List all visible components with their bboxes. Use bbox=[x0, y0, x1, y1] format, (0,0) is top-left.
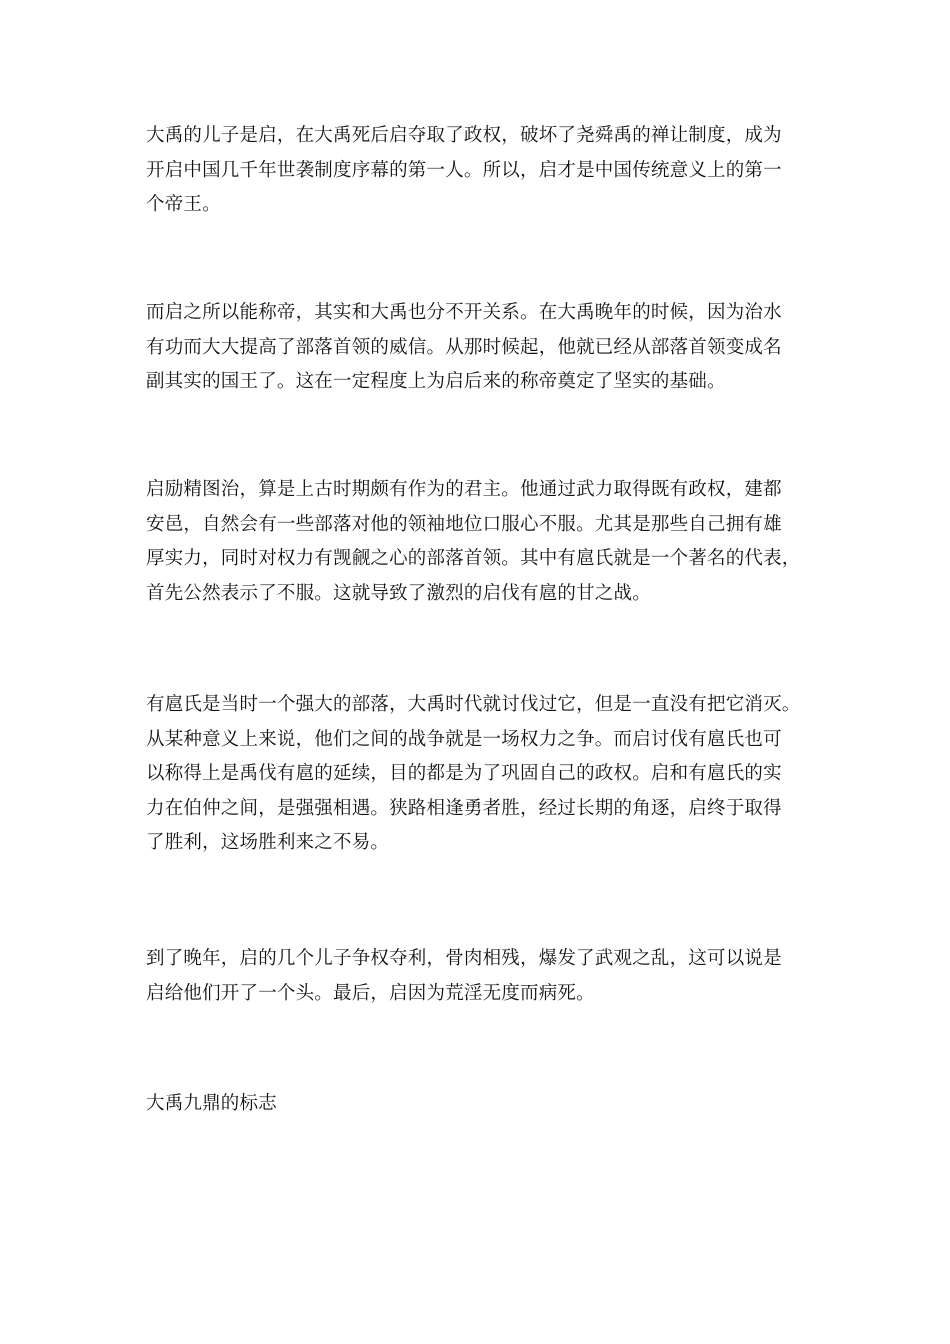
section-heading bbox=[146, 1087, 826, 1122]
paragraph-line: 厚实力，同时对权力有觊觎之心的部落首领。其中有扈氏就是一个著名的代表， bbox=[146, 548, 801, 569]
paragraph-line: 开启中国几千年世袭制度序幕的第一人。所以，启才是中国传统意义上的第一 bbox=[146, 159, 782, 181]
paragraph-line: 启励精图治，算是上古时期颇有作为的君主。他通过武力取得既有政权，建都 bbox=[146, 479, 782, 500]
paragraph-line: 安邑，自然会有一些部落对他的领袖地位口服心不服。尤其是那些自己拥有雄 bbox=[146, 513, 782, 535]
paragraph-4 bbox=[146, 688, 826, 861]
paragraph-line: 从某种意义上来说，他们之间的战争就是一场权力之争。而启讨伐有扈氏也可 bbox=[146, 728, 782, 750]
paragraph-line: 以称得上是禹伐有扈的延续，目的都是为了巩固自己的政权。启和有扈氏的实 bbox=[146, 763, 782, 784]
paragraph-line: 而启之所以能称帝，其实和大禹也分不开关系。在大禹晚年的时候，因为治水 bbox=[146, 302, 782, 323]
paragraph-line: 有扈氏是当时一个强大的部落，大禹时代就讨伐过它，但是一直没有把它消灭。 bbox=[146, 694, 801, 715]
paragraph-line: 了胜利，这场胜利来之不易。 bbox=[146, 832, 390, 853]
paragraph-1 bbox=[146, 119, 826, 223]
paragraph-line: 有功而大大提高了部落首领的威信。从那时候起，他就已经从部落首领变成名 bbox=[146, 336, 782, 358]
paragraph-line: 到了晚年，启的几个儿子争权夺利，骨肉相残，爆发了武观之乱，这可以说是 bbox=[146, 948, 782, 969]
section-heading-text: 大禹九鼎的标志 bbox=[146, 1093, 277, 1114]
paragraph-line: 力在伯仲之间，是强强相遇。狭路相逢勇者胜，经过长期的角逐，启终于取得 bbox=[146, 797, 782, 819]
paragraph-5 bbox=[146, 942, 826, 1011]
paragraph-line: 副其实的国王了。这在一定程度上为启后来的称帝奠定了坚实的基础。 bbox=[146, 371, 726, 392]
paragraph-line: 启给他们开了一个头。最后，启因为荒淫无度而病死。 bbox=[146, 982, 595, 1004]
paragraph-3 bbox=[146, 473, 826, 611]
paragraph-line: 个帝王。 bbox=[146, 194, 221, 215]
paragraph-2 bbox=[146, 296, 826, 400]
paragraph-line: 大禹的儿子是启，在大禹死后启夺取了政权，破坏了尧舜禹的禅让制度，成为 bbox=[146, 125, 782, 146]
paragraph-line: 首先公然表示了不服。这就导致了激烈的启伐有扈的甘之战。 bbox=[146, 582, 651, 604]
